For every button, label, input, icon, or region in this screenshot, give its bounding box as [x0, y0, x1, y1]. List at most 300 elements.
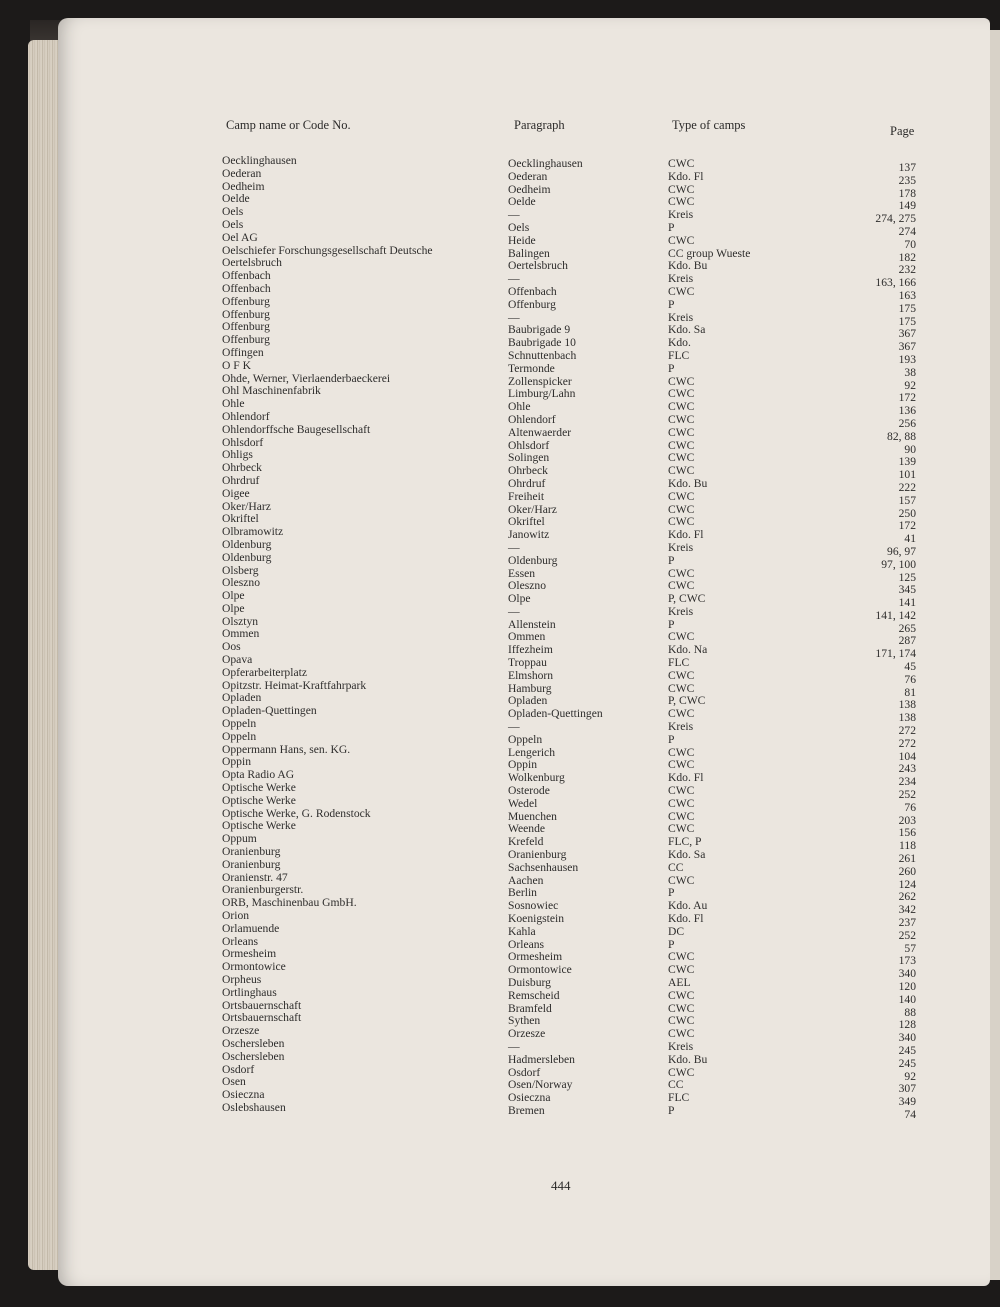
page-ref-entry: 74 [904, 1107, 916, 1121]
camp-type-entry: CWC [668, 489, 695, 503]
header-type: Type of camps [672, 118, 746, 132]
page-ref-entry: 141 [898, 596, 916, 610]
page-ref-entry: 203 [898, 813, 916, 827]
camp-type-entry: CWC [668, 963, 695, 977]
paragraph-entry: — [508, 272, 520, 286]
camp-type-entry: CWC [668, 1001, 695, 1015]
camp-name-entry: Opladen-Quettingen [222, 704, 317, 718]
camp-name-entry: Oels [222, 217, 244, 231]
camp-type-entry: CWC [668, 1014, 695, 1028]
page-ref-entry: 76 [904, 672, 916, 686]
paragraph-entry: Orzesze [508, 1027, 546, 1041]
page-ref-entry: 163 [898, 288, 916, 302]
page-ref-entry: 367 [898, 340, 916, 354]
camp-name-entry: Oos [222, 640, 241, 654]
paragraph-entry: Elmshorn [508, 668, 554, 682]
page-ref-entry: 137 [898, 161, 916, 174]
paragraph-entry: Berlin [508, 886, 537, 900]
camp-name-entry: Osieczna [222, 1088, 265, 1102]
camp-name-entry: Opava [222, 653, 253, 667]
page-ref-entry: 97, 100 [881, 557, 916, 571]
camp-type-entry: Kdo. Na [668, 643, 708, 657]
page-ref-entry: 345 [898, 583, 916, 597]
camp-type-entry: CWC [668, 233, 695, 247]
paragraph-entry: Olpe [508, 592, 531, 606]
camp-type-entry: Kreis [668, 1039, 694, 1053]
page-ref-entry: 245 [898, 1043, 916, 1057]
paragraph-entry: Zollenspicker [508, 374, 572, 388]
page-ref-entry: 265 [898, 621, 916, 635]
camp-name-entry: Optische Werke, G. Rodenstock [222, 806, 371, 820]
page-ref-entry: 256 [898, 416, 916, 430]
camp-type-entry: CWC [668, 822, 695, 836]
camp-type-entry: P [668, 617, 675, 631]
camp-type-entry: P [668, 361, 675, 375]
camp-name-entry: Offenburg [222, 307, 270, 321]
camp-name-entry: Optische Werke [222, 793, 296, 807]
paragraph-entry: Limburg/Lahn [508, 387, 576, 401]
page-ref-entry: 140 [898, 992, 916, 1006]
camp-type-entry: Kreis [668, 540, 694, 554]
paragraph-column [508, 158, 603, 1118]
camp-type-entry: Kreis [668, 272, 694, 286]
camp-name-entry: Oppin [222, 755, 251, 769]
page-ref-entry: 272 [898, 736, 916, 750]
paragraph-entry: Oker/Harz [508, 502, 557, 516]
paragraph-entry: Ohlsdorf [508, 438, 550, 452]
page-ref-entry: 41 [904, 532, 916, 546]
paragraph-entry: Osterode [508, 784, 550, 798]
paragraph-entry: Baubrigade 10 [508, 336, 576, 350]
paragraph-entry: Altenwaerder [508, 425, 572, 439]
camp-name-entry: Oppermann Hans, sen. KG. [222, 742, 351, 756]
camp-name-entry: Ormesheim [222, 947, 277, 961]
header-paragraph: Paragraph [514, 118, 565, 132]
page-ref-entry: 118 [899, 839, 916, 853]
camp-name-entry: Ohlendorffsche Baugesellschaft [222, 422, 371, 436]
camp-name-entry: Offenbach [222, 281, 271, 295]
page-ref-entry: 171, 174 [875, 647, 916, 661]
page-ref-entry: 88 [904, 1005, 916, 1019]
camp-type-entry: CWC [668, 707, 695, 721]
paragraph-entry: Osen/Norway [508, 1078, 573, 1092]
camp-type-entry: CWC [668, 464, 695, 478]
camp-type-entry: CWC [668, 412, 695, 426]
camp-name-entry: Ortsbauernschaft [222, 1011, 302, 1025]
page-ref-entry: 104 [898, 749, 916, 763]
camp-name-entry: Oelschiefer Forschungsgesellschaft Deutsche [222, 243, 433, 257]
camp-name-entry: Olsztyn [222, 614, 259, 628]
page-number: 444 [551, 1178, 571, 1193]
camp-name-entry: Ohde, Werner, Vierlaenderbaeckerei [222, 371, 391, 385]
camp-name-entry: Oederan [222, 166, 262, 180]
paragraph-entry: Oppin [508, 758, 537, 772]
camp-type-entry: Kdo. [668, 336, 691, 350]
page-ref-entry: 76 [904, 800, 916, 814]
page-ref-entry: 38 [904, 365, 916, 379]
camp-name-entry: Oranienburg [222, 845, 281, 859]
page-ref-entry: 175 [898, 301, 916, 315]
page-ref-entry: 173 [898, 954, 916, 968]
camp-type-entry: CWC [668, 400, 695, 414]
camp-name-entry: Oldenburg [222, 550, 272, 564]
page-ref-entry: 222 [898, 480, 916, 494]
camp-type-entry: CWC [668, 745, 695, 759]
camp-type-entry: P [668, 297, 675, 311]
paragraph-entry: Weende [508, 822, 546, 836]
camp-name-entry: Ormontowice [222, 960, 286, 974]
camp-type-entry: FLC [668, 348, 690, 362]
camp-type-entry: FLC [668, 1091, 690, 1105]
camp-name-entry: Osen [222, 1075, 246, 1089]
page-ref-entry: 138 [898, 711, 916, 725]
camp-name-entry: Oslebshausen [222, 1100, 286, 1114]
camp-type-entry: Kdo. Sa [668, 323, 706, 337]
camp-name-entry: Oecklinghausen [222, 154, 297, 167]
paragraph-entry: Balingen [508, 246, 550, 260]
camp-type-entry: AEL [668, 976, 691, 989]
paragraph-entry: Muenchen [508, 809, 557, 823]
camp-type-entry: CWC [668, 988, 695, 1002]
paragraph-entry: Duisburg [508, 976, 551, 989]
page-ref-entry: 178 [898, 186, 916, 200]
paragraph-entry: — [508, 540, 520, 554]
camp-type-entry: CWC [668, 195, 695, 209]
page-ref-entry: 261 [898, 852, 916, 866]
paragraph-entry: Solingen [508, 451, 550, 465]
paragraph-entry: Freiheit [508, 489, 545, 503]
page-ref-entry: 234 [898, 775, 916, 789]
paragraph-entry: Hadmersleben [508, 1052, 575, 1066]
camp-name-entry: O F K [222, 358, 251, 372]
paragraph-entry: Wolkenburg [508, 771, 565, 785]
page-ref-entry: 45 [904, 660, 916, 674]
camp-name-entry: Oranienstr. 47 [222, 870, 288, 884]
camp-name-entry: Orzesze [222, 1024, 260, 1038]
paragraph-entry: Oels [508, 220, 530, 234]
camp-type-entry: CWC [668, 579, 695, 593]
page-ref-entry: 340 [898, 967, 916, 981]
page-ref-entry: 252 [898, 788, 916, 802]
camp-name-entry: Offenburg [222, 294, 270, 308]
page-ref-entry: 90 [904, 442, 916, 456]
page-ref-entry: 120 [898, 980, 916, 993]
camp-type-entry: CWC [668, 182, 695, 196]
page-ref-entry: 124 [898, 877, 916, 891]
paragraph-entry: Baubrigade 9 [508, 323, 571, 337]
camp-name-entry: Oleszno [222, 576, 260, 590]
camp-type-entry: P [668, 553, 675, 567]
camp-type-entry: CC [668, 1078, 684, 1092]
paragraph-entry: Allenstein [508, 617, 556, 631]
camp-type-entry: CWC [668, 950, 695, 964]
paragraph-entry: Ommen [508, 630, 546, 644]
camp-name-entry: Orlamuende [222, 921, 280, 935]
paragraph-entry: Wedel [508, 796, 538, 810]
camp-name-entry: Oel AG [222, 230, 258, 244]
paragraph-entry: — [508, 310, 520, 324]
camp-name-entry: ORB, Maschinenbau GmbH. [222, 896, 357, 910]
camp-name-entry: Ortlinghaus [222, 985, 277, 999]
page-ref-entry: 163, 166 [875, 276, 916, 290]
camp-type-entry: Kdo. Au [668, 899, 708, 913]
paragraph-entry: Opladen-Quettingen [508, 707, 603, 721]
camp-name-entry: Ohl Maschinenfabrik [222, 384, 321, 398]
camp-name-entry: Oker/Harz [222, 499, 271, 513]
paragraph-entry: Heide [508, 233, 536, 247]
page-ref-entry: 81 [904, 685, 916, 699]
page-ref-entry: 349 [898, 1095, 916, 1109]
camp-type-entry: CWC [668, 157, 695, 170]
camp-name-entry: Offingen [222, 345, 264, 359]
paragraph-entry: Oppeln [508, 732, 543, 746]
paragraph-entry: Offenburg [508, 297, 556, 311]
camp-name-entry: Ohlsdorf [222, 435, 264, 449]
camp-name-entry: Oertelsbruch [222, 256, 282, 270]
page-ref-entry: 141, 142 [875, 608, 916, 622]
paragraph-entry: Sachsenhausen [508, 860, 579, 874]
paragraph-entry: — [508, 208, 520, 222]
camp-type-entry: CWC [668, 374, 695, 388]
page-ref-entry: 96, 97 [887, 544, 916, 558]
camp-name-entry: Opitzstr. Heimat-Kraftfahrpark [222, 678, 367, 692]
paragraph-entry: Opladen [508, 694, 548, 708]
page-ref-entry: 149 [898, 199, 916, 213]
paragraph-entry: Ormesheim [508, 950, 563, 964]
paragraph-entry: — [508, 604, 520, 618]
paragraph-entry: Schnuttenbach [508, 348, 577, 362]
camp-name-entry: Oschersleben [222, 1049, 285, 1063]
page-ref-entry: 252 [898, 928, 916, 942]
paragraph-entry: Bramfeld [508, 1001, 552, 1015]
page-ref-entry: 342 [898, 903, 916, 917]
camp-type-entry: Kdo. Fl [668, 771, 704, 785]
page-ref-entry: 57 [904, 941, 916, 955]
page-ref-entry: 70 [904, 237, 916, 251]
camp-type-entry: CWC [668, 284, 695, 298]
paragraph-entry: — [508, 720, 520, 734]
page-ref-entry: 245 [898, 1056, 916, 1070]
camp-name-entry: Olbramowitz [222, 525, 284, 539]
camp-name-entry: Oldenburg [222, 537, 272, 551]
paragraph-entry: — [508, 1039, 520, 1053]
camp-name-entry: Ohrbeck [222, 461, 262, 475]
camp-type-entry: Kreis [668, 208, 694, 222]
camp-name-entry: Olpe [222, 601, 245, 615]
camp-name-entry: Orleans [222, 934, 259, 948]
camp-type-entry: CWC [668, 873, 695, 887]
camp-type-entry: Kdo. Bu [668, 476, 708, 490]
paragraph-entry: Oederan [508, 169, 548, 183]
page-ref-entry: 92 [904, 378, 916, 392]
page-ref-entry: 172 [898, 519, 916, 533]
camp-name-entry: Oedheim [222, 179, 265, 193]
camp-type-entry: FLC, P [668, 835, 702, 849]
camp-name-entry: Okriftel [222, 512, 259, 526]
page-ref-entry: 237 [898, 916, 916, 930]
page-ref-entry: 172 [898, 391, 916, 405]
camp-type-entry: DC [668, 924, 685, 938]
camp-type-entry: CWC [668, 784, 695, 798]
camp-type-entry: CWC [668, 387, 695, 401]
page-ref-entry: 262 [898, 890, 916, 904]
camp-name-column [222, 155, 433, 1115]
camp-name-entry: Ohligs [222, 448, 253, 462]
camp-name-entry: Offenburg [222, 333, 270, 347]
page-ref-entry: 367 [898, 327, 916, 341]
page-ref-entry: 138 [898, 698, 916, 712]
camp-name-entry: Oppum [222, 832, 257, 846]
page-ref-entry: 125 [898, 570, 916, 584]
page-ref-entry: 274, 275 [875, 212, 916, 226]
camp-name-entry: Olpe [222, 589, 245, 603]
camp-type-entry: P, CWC [668, 592, 706, 606]
camp-name-entry: Opta Radio AG [222, 768, 295, 782]
page-ref-entry: 92 [904, 1069, 916, 1083]
camp-type-entry: P [668, 732, 675, 746]
camp-name-entry: Oppeln [222, 717, 257, 731]
camp-name-entry: Ortsbauernschaft [222, 998, 302, 1012]
paragraph-entry: Oleszno [508, 579, 546, 593]
camp-name-entry: Oels [222, 205, 244, 219]
paragraph-entry: Osdorf [508, 1065, 541, 1079]
paragraph-entry: Bremen [508, 1103, 545, 1117]
camp-name-entry: Optische Werke [222, 819, 296, 833]
camp-type-entry: Kdo. Fl [668, 912, 704, 926]
camp-name-entry: Oranienburg [222, 857, 281, 871]
page-ref-entry: 82, 88 [887, 429, 916, 443]
camp-type-entry: CC group Wueste [668, 246, 751, 260]
camp-type-entry: CWC [668, 681, 695, 695]
paragraph-entry: Oranienburg [508, 848, 567, 862]
camp-name-entry: Oppeln [222, 729, 257, 743]
paragraph-entry: Oelde [508, 195, 536, 209]
camp-name-entry: Offenburg [222, 320, 270, 334]
paragraph-entry: Krefeld [508, 835, 544, 849]
paragraph-entry: Okriftel [508, 515, 545, 529]
paragraph-entry: Ohrbeck [508, 464, 548, 478]
camp-type-entry: CWC [668, 425, 695, 439]
camp-type-entry: Kdo. Fl [668, 169, 704, 183]
camp-name-entry: Opferarbeiterplatz [222, 665, 307, 679]
paragraph-entry: Osieczna [508, 1091, 551, 1105]
page-ref-entry: 272 [898, 724, 916, 738]
camp-name-entry: Optische Werke [222, 781, 296, 795]
camp-type-entry: FLC [668, 656, 690, 670]
paragraph-entry: Orleans [508, 937, 545, 951]
paragraph-entry: Kahla [508, 924, 536, 938]
camp-type-entry: P [668, 1103, 675, 1117]
camp-name-entry: Oigee [222, 486, 250, 500]
page-ref-entry: 250 [898, 506, 916, 520]
paragraph-entry: Oecklinghausen [508, 157, 583, 170]
paragraph-entry: Oedheim [508, 182, 551, 196]
camp-type-entry: CWC [668, 796, 695, 810]
camp-name-entry: Ommen [222, 627, 260, 641]
page-ref-entry: 287 [898, 634, 916, 648]
camp-type-entry: CWC [668, 668, 695, 682]
camp-name-entry: Ohle [222, 397, 245, 411]
paragraph-entry: Janowitz [508, 528, 550, 542]
page-ref-entry: 101 [898, 468, 916, 482]
camp-type-entry: CWC [668, 451, 695, 465]
page-ref-entry: 136 [898, 404, 916, 418]
paragraph-entry: Oldenburg [508, 553, 558, 567]
camp-type-entry: Kdo. Sa [668, 848, 706, 862]
camp-type-entry: Kdo. Bu [668, 1052, 708, 1066]
camp-type-entry: Kdo. Bu [668, 259, 708, 273]
camp-type-entry: Kreis [668, 310, 694, 324]
page-ref-entry: 128 [898, 1018, 916, 1032]
paragraph-entry: Hamburg [508, 681, 552, 695]
page-ref-entry: 175 [898, 314, 916, 328]
page-ref-entry: 307 [898, 1082, 916, 1096]
camp-name-entry: Olsberg [222, 563, 259, 577]
paragraph-entry: Koenigstein [508, 912, 565, 926]
camp-name-entry: Opladen [222, 691, 262, 705]
page-ref-entry: 139 [898, 455, 916, 469]
paragraph-entry: Offenbach [508, 284, 557, 298]
camp-type-entry: CWC [668, 758, 695, 772]
camp-type-entry: Kreis [668, 604, 694, 618]
page-ref-entry: 235 [898, 173, 916, 187]
camp-type-entry: P [668, 886, 675, 900]
paragraph-entry: Essen [508, 566, 536, 580]
page-ref-entry: 156 [898, 826, 916, 840]
paragraph-entry: Ohrdruf [508, 476, 546, 490]
camp-name-entry: Oelde [222, 192, 250, 206]
header-page: Page [890, 124, 915, 138]
camp-type-entry: P [668, 937, 675, 951]
camp-type-entry: CC [668, 860, 684, 874]
camp-name-entry: Oranienburgerstr. [222, 883, 304, 897]
paragraph-entry: Ohlendorf [508, 412, 556, 426]
camp-type-entry: CWC [668, 502, 695, 516]
camp-name-entry: Orion [222, 909, 250, 923]
camp-name-entry: Osdorf [222, 1062, 255, 1076]
paragraph-entry: Termonde [508, 361, 555, 375]
paragraph-entry: Oertelsbruch [508, 259, 568, 273]
page-column [840, 162, 916, 1122]
page-ref-entry: 232 [898, 263, 916, 277]
camp-type-entry: Kdo. Fl [668, 528, 704, 542]
camp-type-entry: P, CWC [668, 694, 706, 708]
camp-name-entry: Oschersleben [222, 1036, 285, 1050]
page-ref-entry: 260 [898, 864, 916, 878]
paragraph-entry: Ormontowice [508, 963, 572, 977]
paragraph-entry: Aachen [508, 873, 544, 887]
page-ref-entry: 182 [898, 250, 916, 264]
header-camp-name: Camp name or Code No. [226, 118, 351, 132]
camp-type-entry: CWC [668, 438, 695, 452]
camp-name-entry: Ohrdruf [222, 473, 260, 487]
camp-type-entry: CWC [668, 1027, 695, 1041]
camp-type-entry: Kreis [668, 720, 694, 734]
page-ref-entry: 157 [898, 493, 916, 507]
type-column [668, 158, 750, 1118]
paragraph-entry: Iffezheim [508, 643, 553, 657]
page-ref-entry: 193 [898, 352, 916, 366]
paragraph-entry: Lengerich [508, 745, 555, 759]
camp-type-entry: CWC [668, 630, 695, 644]
paragraph-entry: Remscheid [508, 988, 560, 1002]
paragraph-entry: Troppau [508, 656, 547, 670]
camp-type-entry: CWC [668, 515, 695, 529]
camp-type-entry: P [668, 220, 675, 234]
camp-type-entry: CWC [668, 809, 695, 823]
page-ref-entry: 340 [898, 1031, 916, 1045]
camp-name-entry: Offenbach [222, 269, 271, 283]
